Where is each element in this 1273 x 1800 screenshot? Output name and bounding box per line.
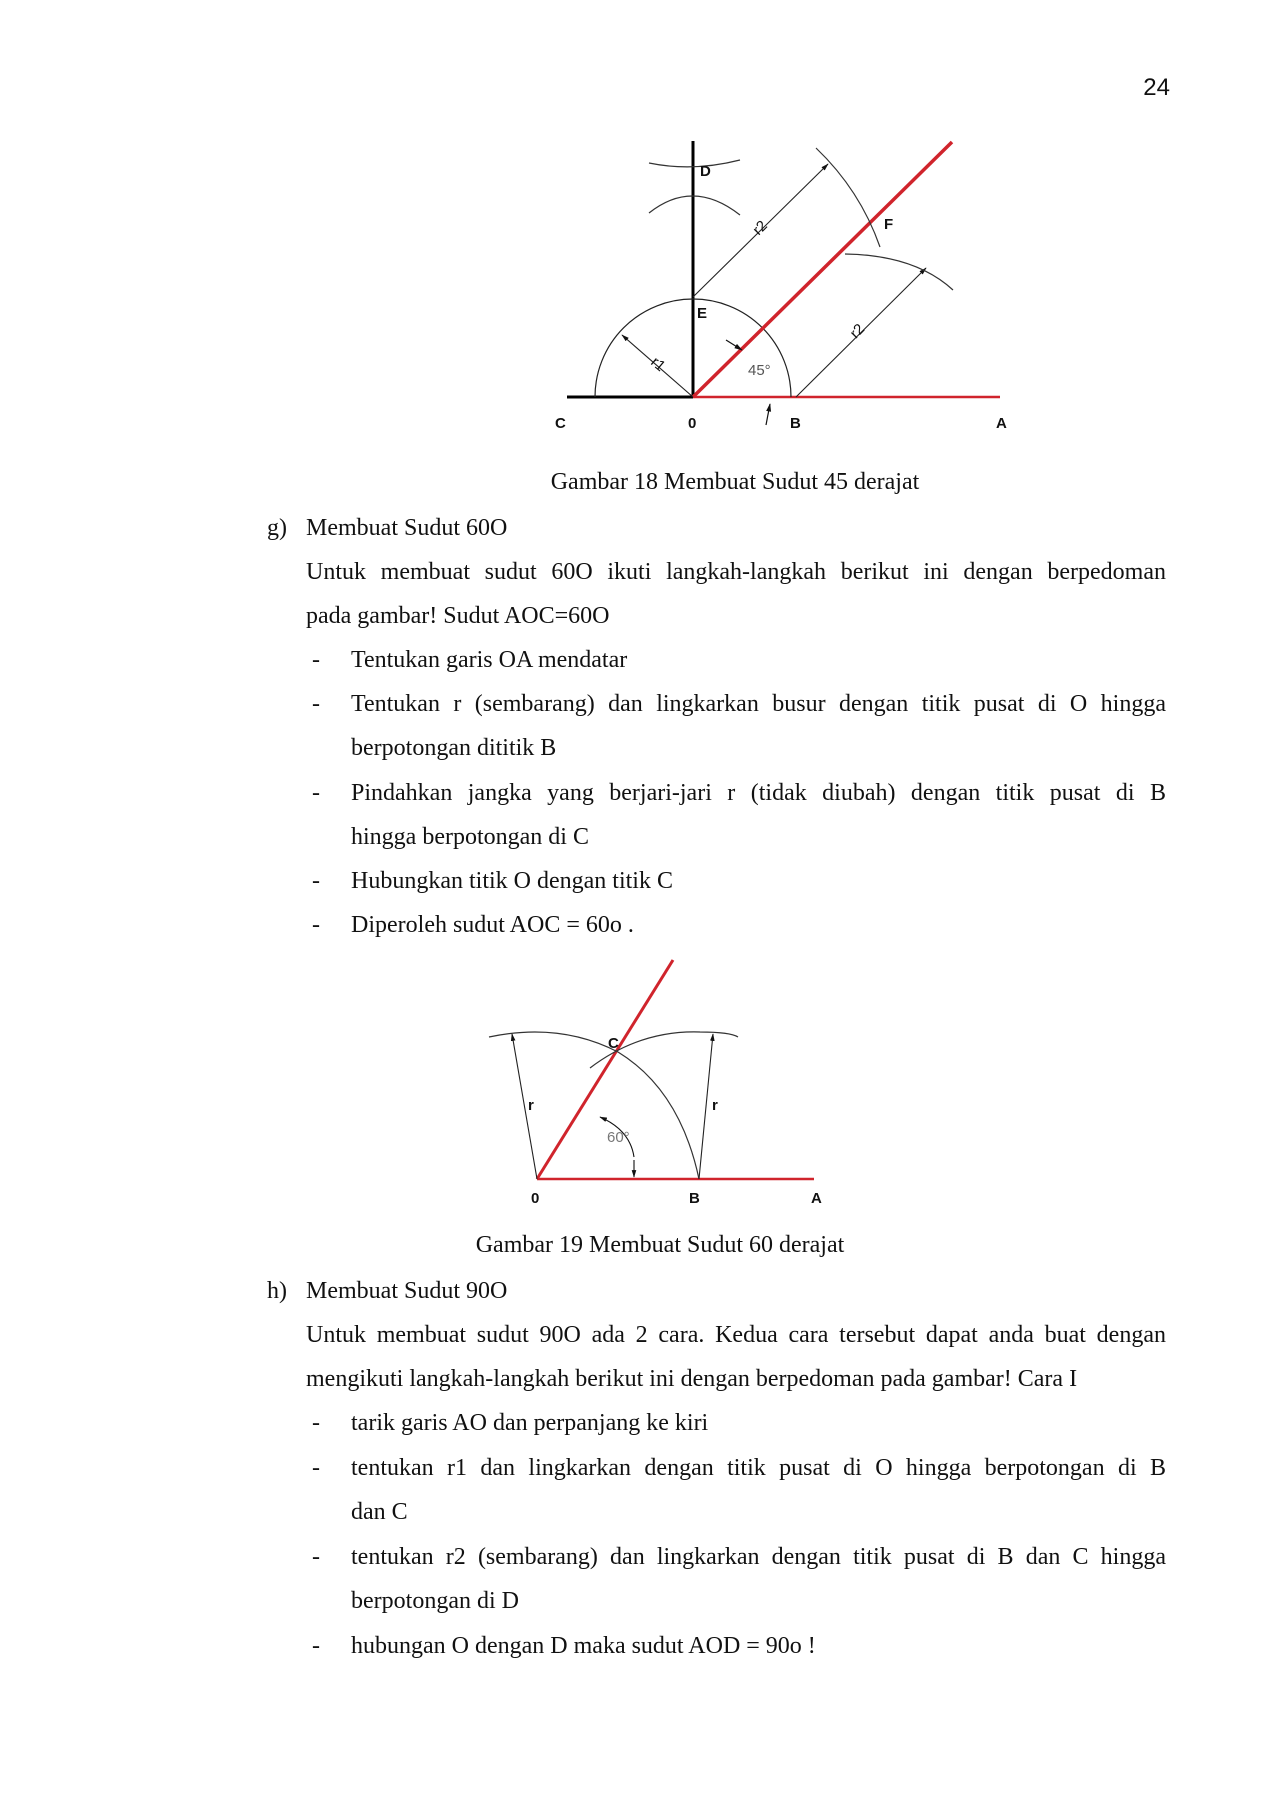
step-g2-line2: berpotongan dititik B xyxy=(351,735,557,761)
label-A: A xyxy=(996,415,1007,432)
label-r2-upper: r2 xyxy=(749,217,771,239)
bullet-dash: - xyxy=(312,1455,320,1481)
figure-18-diagram xyxy=(540,130,1020,440)
step-h3-line1: tentukan r2 (sembarang) dan lingkarkan dengan titik pusat di B dan C hingga xyxy=(351,1544,1166,1570)
step-h2-line2: dan C xyxy=(351,1499,408,1525)
bullet-dash: - xyxy=(312,691,320,717)
section-h-title: Membuat Sudut 90O xyxy=(306,1278,508,1304)
figure-19-diagram xyxy=(480,955,860,1215)
section-g-intro-line1: Untuk membuat sudut 60O ikuti langkah-langkah berikut ini dengan berpedoman xyxy=(306,559,1166,585)
step-h4: hubungan O dengan D maka sudut AOD = 90o ! xyxy=(351,1633,816,1659)
label-B: B xyxy=(790,415,801,432)
label-r-right: r xyxy=(712,1097,718,1114)
bullet-dash: - xyxy=(312,912,320,938)
label-E: E xyxy=(697,305,708,322)
step-g3-line2: hingga berpotongan di C xyxy=(351,824,589,850)
figure-18-caption: Gambar 18 Membuat Sudut 45 derajat xyxy=(550,469,920,495)
label-45deg: 45° xyxy=(748,362,771,379)
label-A: A xyxy=(811,1190,822,1207)
label-O: 0 xyxy=(531,1190,540,1207)
label-D: D xyxy=(700,163,711,180)
step-g5: Diperoleh sudut AOC = 60o . xyxy=(351,912,634,938)
label-60deg: 60° xyxy=(607,1129,630,1146)
section-g-intro-line2: pada gambar! Sudut AOC=60O xyxy=(306,603,610,629)
label-r-left: r xyxy=(528,1097,534,1114)
bullet-dash: - xyxy=(312,868,320,894)
label-r2-lower: r2 xyxy=(846,320,869,343)
step-g1: Tentukan garis OA mendatar xyxy=(351,647,628,673)
step-g2-line1: Tentukan r (sembarang) dan lingkarkan busur dengan titik pusat di O hingga xyxy=(351,691,1166,717)
section-g-title: Membuat Sudut 60O xyxy=(306,515,508,541)
section-g-marker: g) xyxy=(267,515,287,541)
label-O: 0 xyxy=(688,415,697,432)
section-h-intro-line1: Untuk membuat sudut 90O ada 2 cara. Kedua cara tersebut dapat anda buat dengan xyxy=(306,1322,1166,1348)
label-r1: r1 xyxy=(647,353,669,376)
bullet-dash: - xyxy=(312,1544,320,1570)
page-number: 24 xyxy=(1143,74,1170,101)
label-F: F xyxy=(884,216,894,233)
figure-19-caption: Gambar 19 Membuat Sudut 60 derajat xyxy=(475,1232,845,1258)
step-g3-line1: Pindahkan jangka yang berjari-jari r (tidak diubah) dengan titik pusat di B xyxy=(351,780,1166,806)
label-B: B xyxy=(689,1190,700,1207)
label-C: C xyxy=(608,1035,619,1052)
step-h1: tarik garis AO dan perpanjang ke kiri xyxy=(351,1410,709,1436)
section-h-intro-line2: mengikuti langkah-langkah berikut ini dengan berpedoman pada gambar! Cara I xyxy=(306,1366,1078,1392)
bullet-dash: - xyxy=(312,647,320,673)
bullet-dash: - xyxy=(312,780,320,806)
step-g4: Hubungkan titik O dengan titik C xyxy=(351,868,673,894)
section-h-marker: h) xyxy=(267,1278,287,1304)
bullet-dash: - xyxy=(312,1633,320,1659)
bullet-dash: - xyxy=(312,1410,320,1436)
step-h3-line2: berpotongan di D xyxy=(351,1588,519,1614)
label-C: C xyxy=(555,415,566,432)
step-h2-line1: tentukan r1 dan lingkarkan dengan titik pusat di O hingga berpotongan di B xyxy=(351,1455,1166,1481)
